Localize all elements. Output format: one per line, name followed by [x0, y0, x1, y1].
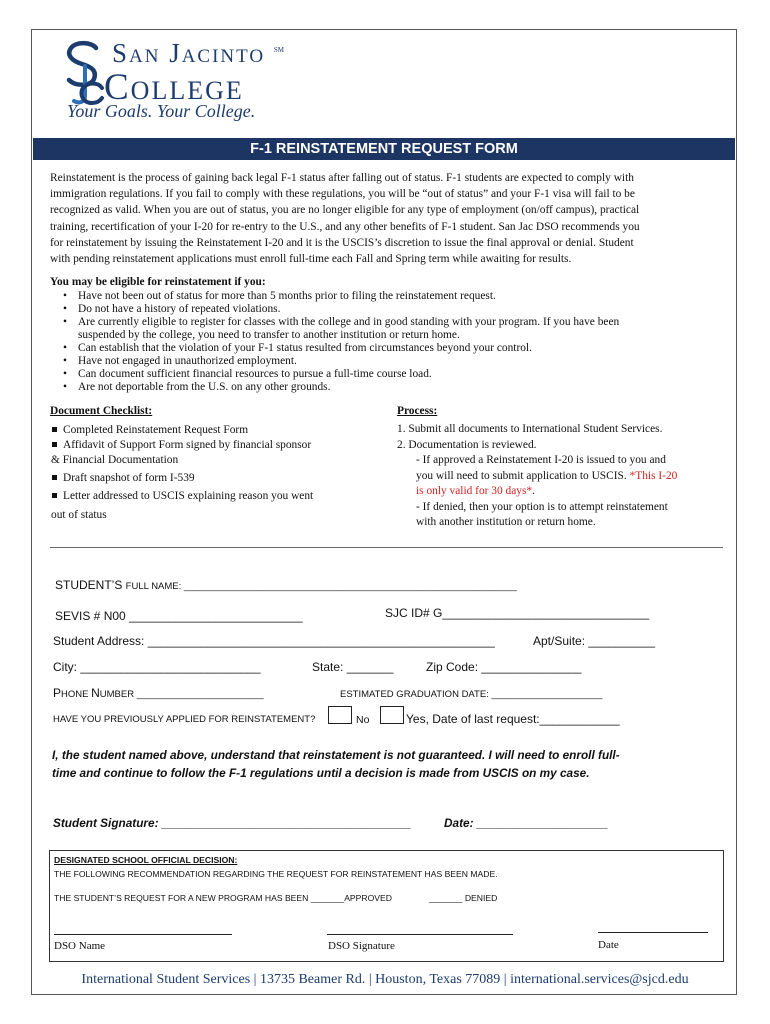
sjc-id-field[interactable]: SJC ID# G_______________________________ — [385, 606, 650, 620]
dso-recommendation-text: THE FOLLOWING RECOMMENDATION REGARDING THE REQUEST FOR REINSTATEMENT HAS BEEN MADE. — [54, 869, 498, 879]
logo-name-line2: College — [104, 67, 244, 108]
checklist-item-continuation: & Financial Documentation — [51, 454, 179, 466]
process-substep: - If approved a Reinstatement I-20 is issued to you and — [416, 454, 666, 466]
no-label: No — [356, 714, 370, 726]
section-divider — [50, 547, 723, 548]
apt-suite-field[interactable]: Apt/Suite: __________ — [533, 634, 656, 648]
dso-signature-label: DSO Signature — [328, 940, 395, 952]
phone-number-field[interactable]: PHONE NUMBER ________________________ — [53, 686, 264, 700]
intro-paragraph: Reinstatement is the process of gaining back legal F-1 status after falling out of status. F-1 students are expected to comply with immigration regulations. If you fail to comply with these regulations, you will be “out of status” and your F-1 visa will fail to be recognized as valid. When you are out of status, you are no longer eligible for any type of employment (on/off campus), practical training, recertification of your I-20 for re-entry to the U.S., and any other benefits of F-1 student. San Jac DSO recommends you for reinstatement by issuing the Reinstatement I-20 and it is the USCIS’s discretion to issue the final approval or denial. Student with pending reinstatement applications must enroll full-time each Fall and Spring term while awaiting for results. — [50, 172, 640, 266]
graduation-date-field[interactable]: ESTIMATED GRADUATION DATE: _____________________ — [340, 689, 603, 700]
zip-code-field[interactable]: Zip Code: _______________ — [426, 660, 582, 674]
approved-option[interactable]: THE STUDENT’S REQUEST FOR A NEW PROGRAM HAS BEEN _______APPROVED — [54, 893, 392, 903]
denied-option[interactable]: _______ DENIED — [429, 893, 498, 903]
bullet-square-icon — [52, 493, 57, 498]
process-steps — [397, 422, 727, 531]
process-step: 1. Submit all documents to International Student Services. — [397, 423, 663, 435]
student-full-name-field[interactable]: STUDENT’S FULL NAME: _______________________________________________________________ — [55, 578, 517, 592]
dso-date-line[interactable] — [598, 932, 708, 933]
yes-checkbox[interactable] — [380, 706, 404, 724]
logo-tagline: Your Goals. Your College. — [67, 101, 256, 121]
list-item: • Do not have a history of repeated violations. — [62, 303, 732, 316]
checklist-item-continuation: out of status — [51, 509, 107, 521]
process-substep: with another institution or return home. — [416, 516, 596, 528]
dso-signature-line[interactable] — [327, 934, 513, 935]
list-item: • Can document sufficient financial resources to pursue a full-time course load. — [62, 368, 732, 381]
state-field[interactable]: State: _______ — [312, 660, 394, 674]
bullet-square-icon — [52, 427, 57, 432]
checklist-item: Draft snapshot of form I-539 — [51, 471, 195, 486]
no-checkbox[interactable] — [328, 706, 352, 724]
list-item: • Can establish that the violation of your F-1 status resulted from circumstances beyond your control. — [62, 342, 732, 355]
checklist-item: Letter addressed to USCIS explaining reason you went — [51, 489, 313, 504]
process-substep: - If denied, then your option is to attempt reinstatement — [416, 500, 668, 513]
eligibility-list — [62, 290, 732, 394]
sevis-number-field[interactable]: SEVIS # N00 __________________________ — [55, 609, 303, 623]
list-item: • Have not engaged in unauthorized employment. — [62, 355, 732, 368]
process-step: 2. Documentation is reviewed. — [397, 438, 537, 451]
logo-name-line1: San Jacinto ℠ — [112, 38, 285, 68]
acknowledgement-statement: I, the student named above, understand that reinstatement is not guaranteed. I will need to enroll full- time and continue to follow the F-1 regulations until a decision is made from USCIS on my case. — [52, 748, 620, 780]
process-substep: is only valid for 30 days*. — [416, 485, 535, 497]
process-substep: you will need to submit application to USCIS. *This I-20 — [416, 469, 678, 482]
dso-name-line[interactable] — [54, 934, 232, 935]
sjc-logo-mark — [62, 40, 106, 106]
eligibility-heading: You may be eligible for reinstatement if you: — [50, 276, 266, 288]
form-title: F-1 REINSTATEMENT REQUEST FORM — [33, 138, 735, 160]
signature-date-field[interactable]: Date: ____________________ — [444, 816, 608, 830]
student-address-field[interactable]: Student Address: ____________________________________________________ — [53, 634, 495, 648]
list-item: • Are not deportable from the U.S. on any other grounds. — [62, 381, 732, 394]
city-field[interactable]: City: ___________________________ — [53, 660, 261, 674]
checklist-heading: Document Checklist: — [50, 405, 153, 417]
list-item: • Are currently eligible to register for classes with the college and in good standing with your program. If you have been — [62, 316, 732, 329]
checklist-item: Completed Reinstatement Request Form — [51, 423, 248, 438]
student-signature-field[interactable]: Student Signature: ______________________________________ — [53, 816, 412, 830]
list-item: • Have not been out of status for more than 5 months prior to filing the reinstatement request. — [62, 290, 732, 303]
footer-contact: International Student Services | 13735 Beamer Rd. | Houston, Texas 77089 | international.services@sjcd.edu — [81, 972, 689, 987]
previously-applied-label: HAVE YOU PREVIOUSLY APPLIED FOR REINSTATEMENT? — [53, 714, 316, 725]
bullet-square-icon — [52, 442, 57, 447]
list-item-continuation: suspended by the college, you need to transfer to another institution or return home. — [78, 329, 460, 341]
dso-date-label: Date — [598, 939, 619, 951]
bullet-square-icon — [52, 475, 57, 480]
dso-heading: DESIGNATED SCHOOL OFFICIAL DECISION: — [54, 855, 238, 865]
checklist-item: Affidavit of Support Form signed by financial sponsor — [51, 438, 311, 453]
dso-name-label: DSO Name — [54, 940, 106, 952]
last-request-date-field[interactable]: Yes, Date of last request:____________ — [406, 712, 620, 726]
process-heading: Process: — [397, 405, 438, 417]
